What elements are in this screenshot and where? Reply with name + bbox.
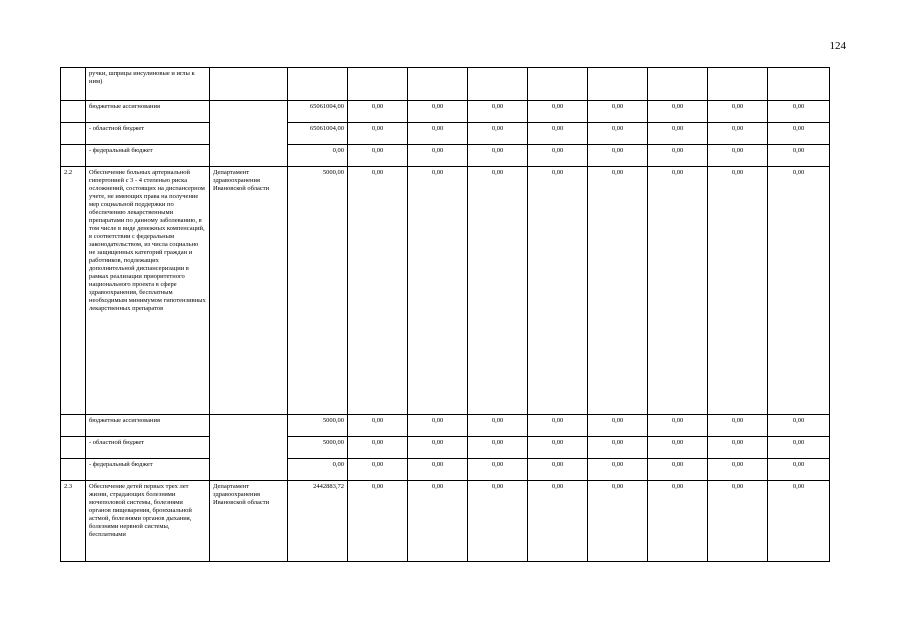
value-cell: 0,00 [348, 145, 408, 167]
table-row [61, 167, 830, 415]
value-cell: 5000,00 [288, 167, 348, 415]
value-cell: 0,00 [468, 167, 528, 415]
value-cell: 0,00 [528, 481, 588, 562]
row-number-cell [61, 415, 86, 437]
value-cell: 0,00 [408, 123, 468, 145]
value-cell: 0,00 [528, 415, 588, 437]
value-cell: 0,00 [648, 437, 708, 459]
value-cell: 0,00 [468, 459, 528, 481]
value-cell: 0,00 [528, 123, 588, 145]
value-cell: 0,00 [348, 415, 408, 437]
value-cell: 0,00 [348, 437, 408, 459]
value-cell: 0,00 [588, 101, 648, 123]
value-cell: 0,00 [648, 459, 708, 481]
row-number-cell: 2.3 [61, 481, 86, 562]
value-cell: 0,00 [768, 145, 830, 167]
value-cell: 0,00 [648, 481, 708, 562]
value-cell: 0,00 [708, 437, 768, 459]
value-cell: 0,00 [468, 123, 528, 145]
value-cell: 0,00 [408, 101, 468, 123]
value-cell: 0,00 [468, 101, 528, 123]
executor-cell [210, 415, 288, 481]
row-number-cell [61, 459, 86, 481]
value-cell: 0,00 [288, 145, 348, 167]
value-cell: 0,00 [708, 459, 768, 481]
value-cell: 0,00 [768, 167, 830, 415]
row-number-cell [61, 437, 86, 459]
value-cell: 65061004,00 [288, 101, 348, 123]
value-cell: 0,00 [708, 415, 768, 437]
value-cell: 0,00 [768, 437, 830, 459]
value-cell [768, 68, 830, 101]
budget-table [60, 67, 830, 562]
row-name-cell: - областной бюджет [86, 437, 210, 459]
value-cell: 0,00 [768, 101, 830, 123]
value-cell: 0,00 [348, 123, 408, 145]
value-cell: 0,00 [588, 415, 648, 437]
row-name-cell: ручки, шприцы инсулиновые и иглы к ним) [86, 68, 210, 101]
value-cell: 0,00 [408, 481, 468, 562]
executor-cell [210, 101, 288, 167]
value-cell: 5000,00 [288, 415, 348, 437]
value-cell: 0,00 [648, 123, 708, 145]
row-name-cell: Обеспечение больных артериальной гипертонией с 3 - 4 степенью риска осложнений, состоящих на диспансерном учете, не имеющих права на получение мер социальной поддержки по обеспечению лекарственными препаратами по данному заболеванию, в том числе в виде денежных компенсаций, в соответствии с федеральным законодательством, из числа социально не защищенных категорий граждан и работников, подлежащих дополнительной диспансеризации в рамках реализации приоритетного национального проекта в сфере здравоохранения, бесплатным необходимым минимумом гипотензивных лекарственных препаратов [86, 167, 210, 415]
executor-cell [210, 68, 288, 101]
value-cell: 0,00 [768, 415, 830, 437]
table-row [61, 123, 830, 145]
executor-cell: Департамент здравоохранения Ивановской области [210, 481, 288, 562]
table-row [61, 68, 830, 101]
value-cell: 0,00 [528, 459, 588, 481]
value-cell: 0,00 [588, 167, 648, 415]
value-cell: 0,00 [588, 459, 648, 481]
executor-cell: Департамент здравоохранения Ивановской области [210, 167, 288, 415]
value-cell: 0,00 [468, 145, 528, 167]
value-cell: 0,00 [648, 145, 708, 167]
table-row [61, 459, 830, 481]
value-cell: 0,00 [408, 437, 468, 459]
row-number-cell [61, 68, 86, 101]
value-cell: 0,00 [348, 459, 408, 481]
row-name-cell: - федеральный бюджет [86, 459, 210, 481]
table-row [61, 101, 830, 123]
row-number-cell [61, 101, 86, 123]
value-cell: 0,00 [468, 415, 528, 437]
row-number-cell [61, 123, 86, 145]
value-cell: 5000,00 [288, 437, 348, 459]
value-cell: 0,00 [588, 123, 648, 145]
value-cell [648, 68, 708, 101]
value-cell: 0,00 [708, 481, 768, 562]
value-cell: 0,00 [708, 123, 768, 145]
value-cell: 0,00 [648, 101, 708, 123]
value-cell: 0,00 [468, 437, 528, 459]
value-cell: 0,00 [348, 167, 408, 415]
value-cell: 2442883,72 [288, 481, 348, 562]
value-cell: 0,00 [648, 167, 708, 415]
value-cell: 0,00 [768, 459, 830, 481]
value-cell [288, 68, 348, 101]
row-name-cell: - федеральный бюджет [86, 145, 210, 167]
value-cell: 0,00 [528, 437, 588, 459]
value-cell: 0,00 [588, 481, 648, 562]
value-cell: 0,00 [528, 167, 588, 415]
value-cell: 0,00 [408, 459, 468, 481]
value-cell: 0,00 [468, 481, 528, 562]
value-cell: 0,00 [708, 101, 768, 123]
value-cell: 0,00 [408, 167, 468, 415]
page-number: 124 [829, 40, 846, 52]
table-row [61, 145, 830, 167]
value-cell: 0,00 [408, 415, 468, 437]
row-name-cell: бюджетные ассигнования [86, 415, 210, 437]
value-cell [708, 68, 768, 101]
value-cell: 65061004,00 [288, 123, 348, 145]
value-cell: 0,00 [648, 415, 708, 437]
row-name-cell: Обеспечение детей первых трех лет жизни, страдающих болезнями мочеполовой системы, болезнями органов пищеварения, бронхиальной астмой, болезнями органов дыхания, болезнями нервной системы, бесплатными [86, 481, 210, 562]
value-cell: 0,00 [528, 145, 588, 167]
row-number-cell [61, 145, 86, 167]
value-cell [348, 68, 408, 101]
value-cell: 0,00 [588, 437, 648, 459]
row-name-cell: - областной бюджет [86, 123, 210, 145]
row-name-cell: бюджетные ассигнования [86, 101, 210, 123]
value-cell: 0,00 [528, 101, 588, 123]
value-cell [528, 68, 588, 101]
table-row [61, 437, 830, 459]
value-cell: 0,00 [708, 145, 768, 167]
value-cell: 0,00 [408, 145, 468, 167]
value-cell: 0,00 [768, 123, 830, 145]
value-cell [408, 68, 468, 101]
value-cell: 0,00 [708, 167, 768, 415]
row-number-cell: 2.2 [61, 167, 86, 415]
value-cell: 0,00 [768, 481, 830, 562]
table-row [61, 415, 830, 437]
value-cell [468, 68, 528, 101]
value-cell: 0,00 [348, 481, 408, 562]
value-cell [588, 68, 648, 101]
table-row [61, 481, 830, 562]
value-cell: 0,00 [588, 145, 648, 167]
value-cell: 0,00 [288, 459, 348, 481]
value-cell: 0,00 [348, 101, 408, 123]
